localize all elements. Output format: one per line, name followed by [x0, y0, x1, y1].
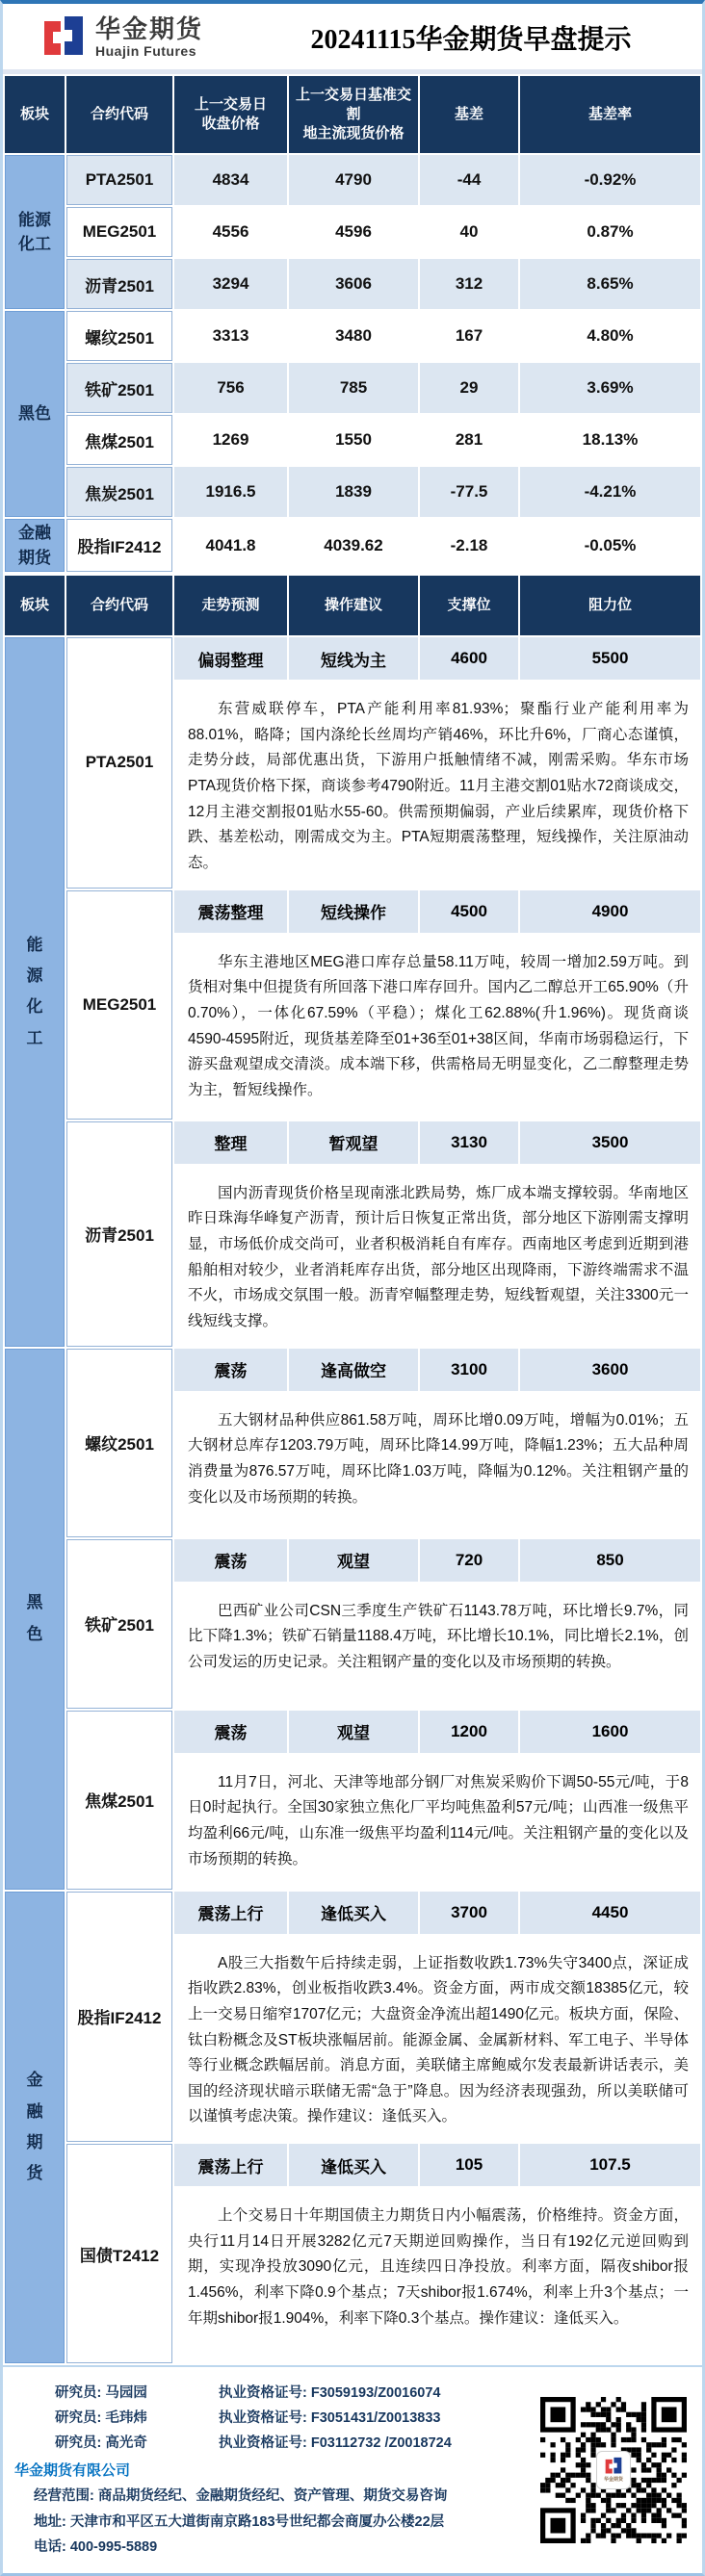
- col-basis: 基差: [420, 76, 518, 153]
- sector-cell: 金融期货: [5, 1892, 65, 2364]
- col-trend: 走势预测: [174, 576, 287, 635]
- basis-rate: -4.21%: [520, 467, 700, 517]
- quote-table: [3, 74, 702, 574]
- basis: 281: [420, 415, 518, 465]
- basis: 312: [420, 259, 518, 309]
- trend-forecast: 震荡: [174, 1349, 287, 1391]
- trend-forecast: 震荡: [174, 1711, 287, 1753]
- researcher-line: [13, 2381, 529, 2406]
- report-footer: [3, 2365, 702, 2573]
- company-name: 华金期货有限公司: [14, 2462, 131, 2480]
- analysis-row: [5, 1121, 700, 1164]
- quote-row: [5, 311, 700, 361]
- sector-cell: 能源化工: [5, 637, 65, 1347]
- operation-advice: 短线为主: [289, 637, 418, 680]
- spot-price: 4039.62: [289, 519, 418, 572]
- close-price: 4556: [174, 207, 287, 257]
- col-sector: 板块: [5, 76, 65, 153]
- business-scope: 经营范围: 商品期货经纪、金融期货经纪、资产管理、期货交易咨询: [34, 2488, 448, 2505]
- sector-cell: 金融期货: [5, 519, 65, 572]
- support-level: 4500: [420, 890, 518, 933]
- resistance-level: 850: [520, 1539, 700, 1582]
- analysis-row: [5, 1711, 700, 1753]
- quote-row: [5, 207, 700, 257]
- basis: 40: [420, 207, 518, 257]
- analysis-row: [5, 637, 700, 680]
- support-level: 4600: [420, 637, 518, 680]
- basis-rate: 18.13%: [520, 415, 700, 465]
- page-title: 20241115华金期货早盘提示: [310, 25, 632, 55]
- sector-cell: 黑色: [5, 311, 65, 517]
- col-sector: 板块: [5, 576, 65, 635]
- spot-price: 4596: [289, 207, 418, 257]
- support-level: 3100: [420, 1349, 518, 1391]
- resistance-level: 3500: [520, 1121, 700, 1164]
- trend-forecast: 震荡: [174, 1539, 287, 1582]
- researcher-cert: 执业资格证号: F3059193/Z0016074: [219, 2385, 441, 2402]
- company-address: 地址: 天津市和平区五大道街南京路183号世纪都会商厦办公楼22层: [34, 2513, 445, 2530]
- contract-code: 螺纹2501: [66, 1349, 172, 1537]
- operation-advice: 逢低买入: [289, 1892, 418, 1934]
- contract-code: MEG2501: [66, 890, 172, 1120]
- col-basis-rate: 基差率: [520, 76, 700, 153]
- researcher-line: [13, 2431, 529, 2456]
- researcher-cert: 执业资格证号: F03112732 /Z0018724: [219, 2435, 452, 2452]
- huajin-logo-icon: [41, 14, 86, 61]
- basis-rate: -0.05%: [520, 519, 700, 572]
- operation-advice: 短线操作: [289, 890, 418, 933]
- quote-row: [5, 363, 700, 413]
- basis: 167: [420, 311, 518, 361]
- contract-code: 铁矿2501: [66, 1539, 172, 1709]
- support-level: 720: [420, 1539, 518, 1582]
- trend-forecast: 震荡整理: [174, 890, 287, 933]
- resistance-level: 5500: [520, 637, 700, 680]
- col-code: 合约代码: [66, 76, 172, 153]
- analysis-row: [5, 1892, 700, 1934]
- researcher-name: 研究员: 高光奇: [55, 2435, 147, 2452]
- operation-advice: 暂观望: [289, 1121, 418, 1164]
- analysis-row: [5, 1539, 700, 1582]
- qr-code: [540, 2397, 687, 2543]
- basis-rate: 3.69%: [520, 363, 700, 413]
- report-header: [3, 4, 702, 74]
- qr-center-logo-icon: 华金期货: [596, 2451, 631, 2489]
- col-support: 支撑位: [420, 576, 518, 635]
- operation-advice: 观望: [289, 1711, 418, 1753]
- analysis-row: [5, 2144, 700, 2186]
- spot-price: 4790: [289, 155, 418, 205]
- spot-price: 3480: [289, 311, 418, 361]
- quote-header-row: [5, 76, 700, 153]
- researcher-name: 研究员: 马园园: [55, 2385, 147, 2402]
- resistance-level: 4900: [520, 890, 700, 933]
- researcher-line: [13, 2406, 529, 2431]
- spot-price: 785: [289, 363, 418, 413]
- resistance-level: 107.5: [520, 2144, 700, 2186]
- analysis-comment: 上个交易日十年期国债主力期货日内小幅震荡，价格维持。资金方面，央行11月14日开展3282亿元7天期逆回购操作，当日有192亿元逆回购到期，实现净投放3090亿元，且连续四日净投放。利率方面，隔夜shibor报1.456%，利率下降0.9个基点；7天shibor报1.674%，利率上升3个基点；一年期shibor报1.904%，利率下降0.3个基点。操作建议：逢低买入。: [174, 2188, 700, 2363]
- researcher-name: 研究员: 毛玮炜: [55, 2410, 147, 2427]
- support-level: 3130: [420, 1121, 518, 1164]
- analysis-table: [3, 574, 702, 2365]
- contract-code: 股指IF2412: [66, 1892, 172, 2143]
- trend-forecast: 震荡上行: [174, 2144, 287, 2186]
- close-price: 4041.8: [174, 519, 287, 572]
- logo-subtitle: Huajin Futures: [95, 42, 197, 59]
- operation-advice: 逢低买入: [289, 2144, 418, 2186]
- analysis-row: [5, 1349, 700, 1391]
- trend-forecast: 偏弱整理: [174, 637, 287, 680]
- analysis-comment: 巴西矿业公司CSN三季度生产铁矿石1143.78万吨，环比增长9.7%，同比下降1.3%；铁矿石销量1188.4万吨，环比增长10.1%，同比增长2.1%，创公司发运的历史记录。关注粗钢产量的变化以及市场预期的转换。: [174, 1584, 700, 1709]
- support-level: 3700: [420, 1892, 518, 1934]
- col-advice: 操作建议: [289, 576, 418, 635]
- quote-row: [5, 519, 700, 572]
- contract-code: 焦炭2501: [66, 467, 172, 517]
- analysis-comment: 五大钢材品种供应861.58万吨，周环比增0.09万吨，增幅为0.01%；五大钢材总库存1203.79万吨，周环比降14.99万吨，降幅1.23%；五大品种周消费量为876.57万吨，周环比降1.03万吨，降幅为0.12%。关注粗钢产量的变化以及市场预期的转换。: [174, 1393, 700, 1537]
- operation-advice: 观望: [289, 1539, 418, 1582]
- basis: -77.5: [420, 467, 518, 517]
- contract-code: 焦煤2501: [66, 415, 172, 465]
- contract-code: 焦煤2501: [66, 1711, 172, 1890]
- spot-price: 1839: [289, 467, 418, 517]
- sector-cell: 黑色: [5, 1349, 65, 1890]
- col-resistance: 阻力位: [520, 576, 700, 635]
- basis: -2.18: [420, 519, 518, 572]
- quote-row: [5, 259, 700, 309]
- trend-forecast: 整理: [174, 1121, 287, 1164]
- col-close: 上一交易日 收盘价格: [174, 76, 287, 153]
- company-phone: 电话: 400-995-5889: [34, 2538, 158, 2555]
- contract-code: 沥青2501: [66, 259, 172, 309]
- sector-cell: 能源化工: [5, 155, 65, 309]
- logo-title: 华金期货: [95, 14, 204, 44]
- contract-code: PTA2501: [66, 637, 172, 889]
- close-price: 1916.5: [174, 467, 287, 517]
- support-level: 1200: [420, 1711, 518, 1753]
- resistance-level: 3600: [520, 1349, 700, 1391]
- researcher-cert: 执业资格证号: F3051431/Z0013833: [219, 2410, 441, 2427]
- close-price: 3294: [174, 259, 287, 309]
- close-price: 3313: [174, 311, 287, 361]
- contract-code: 铁矿2501: [66, 363, 172, 413]
- contract-code: PTA2501: [66, 155, 172, 205]
- basis-rate: 4.80%: [520, 311, 700, 361]
- contract-code: 沥青2501: [66, 1121, 172, 1347]
- quote-row: [5, 467, 700, 517]
- analysis-comment: 国内沥青现货价格呈现南涨北跌局势，炼厂成本端支撑较弱。华南地区昨日珠海华峰复产沥青，预计后日恢复正常出货，部分地区下游刚需支撑明显，市场低价成交尚可，业者积极消耗自有库存。西南地区考虑到近期到港船舶相对较少，业者消耗库存出货，部分地区出现降雨，下游终端需求不温不火，市场成交氛围一般。沥青窄幅整理走势，短线暂观望，关注3300元一线短线支撑。: [174, 1166, 700, 1347]
- quote-row: [5, 155, 700, 205]
- contract-code: MEG2501: [66, 207, 172, 257]
- analysis-comment: A股三大指数午后持续走弱，上证指数收跌1.73%失守3400点，深证成指收跌2.83%，创业板指收跌3.4%。资金方面，两市成交额18385亿元，较上一交易日缩窄1707亿元；大盘资金净流出超1490亿元。板块方面，保险、钛白粉概念及ST板块涨幅居前。能源金属、金属新材料、军工电子、半导体等行业概念跌幅居前。消息方面，美联储主席鲍威尔发表最新讲话表示，美国的经济现状暗示联储无需“急于”降息。因为经济表现强劲，所以美联储可以谨慎考虑决策。操作建议：逢低买入。: [174, 1936, 700, 2143]
- basis-rate: 0.87%: [520, 207, 700, 257]
- spot-price: 1550: [289, 415, 418, 465]
- analysis-comment: 华东主港地区MEG港口库存总量58.11万吨，较周一增加2.59万吨。到货相对集中但提货有所回落下港口库存回升。国内乙二醇总开工65.90%（升0.70%），一体化67.59%（平稳）；煤化工62.88%(升1.96%)。现货商谈4590-4595附近，现货基差降至01+36至01+38区间，华南市场弱稳运行，下游买盘观望成交清淡。成本端下移，供需格局无明显变化，乙二醇整理走势为主，暂短线操作。: [174, 935, 700, 1120]
- col-code: 合约代码: [66, 576, 172, 635]
- spot-price: 3606: [289, 259, 418, 309]
- basis: -44: [420, 155, 518, 205]
- quote-row: [5, 415, 700, 465]
- analysis-header-row: [5, 576, 700, 635]
- col-spot: 上一交易日基准交割 地主流现货价格: [289, 76, 418, 153]
- huajin-logo: [41, 14, 282, 61]
- contract-code: 国债T2412: [66, 2144, 172, 2363]
- support-level: 105: [420, 2144, 518, 2186]
- resistance-level: 4450: [520, 1892, 700, 1934]
- operation-advice: 逢高做空: [289, 1349, 418, 1391]
- close-price: 4834: [174, 155, 287, 205]
- analysis-comment: 东营威联停车，PTA产能利用率81.93%；聚酯行业产能利用率为88.01%，略降；国内涤纶长丝周均产销46%，环比升6%，厂商心态谨慎，走势分歧，局部优惠出货，下游用户抵触情绪不减，刚需采购。华东市场PTA现货价格下探，商谈参考4790附近。11月主港交割01贴水72商谈成交，12月主港交割报01贴水55-60。供需预期偏弱，产业后续累库，现货价格下跌、基差松动，刚需成交为主。PTA短期震荡整理，短线操作，关注原油动态。: [174, 682, 700, 889]
- analysis-comment: 11月7日，河北、天津等地部分钢厂对焦炭采购价下调50-55元/吨，于8日0时起执行。全国30家独立焦化厂平均吨焦盈利57元/吨；山西准一级焦平均盈利66元/吨，山东准一级焦平均盈利114元/吨。关注粗钢产量的变化以及市场预期的转换。: [174, 1755, 700, 1890]
- contract-code: 股指IF2412: [66, 519, 172, 572]
- contract-code: 螺纹2501: [66, 311, 172, 361]
- trend-forecast: 震荡上行: [174, 1892, 287, 1934]
- basis-rate: 8.65%: [520, 259, 700, 309]
- basis-rate: -0.92%: [520, 155, 700, 205]
- analysis-row: [5, 890, 700, 933]
- close-price: 756: [174, 363, 287, 413]
- close-price: 1269: [174, 415, 287, 465]
- resistance-level: 1600: [520, 1711, 700, 1753]
- basis: 29: [420, 363, 518, 413]
